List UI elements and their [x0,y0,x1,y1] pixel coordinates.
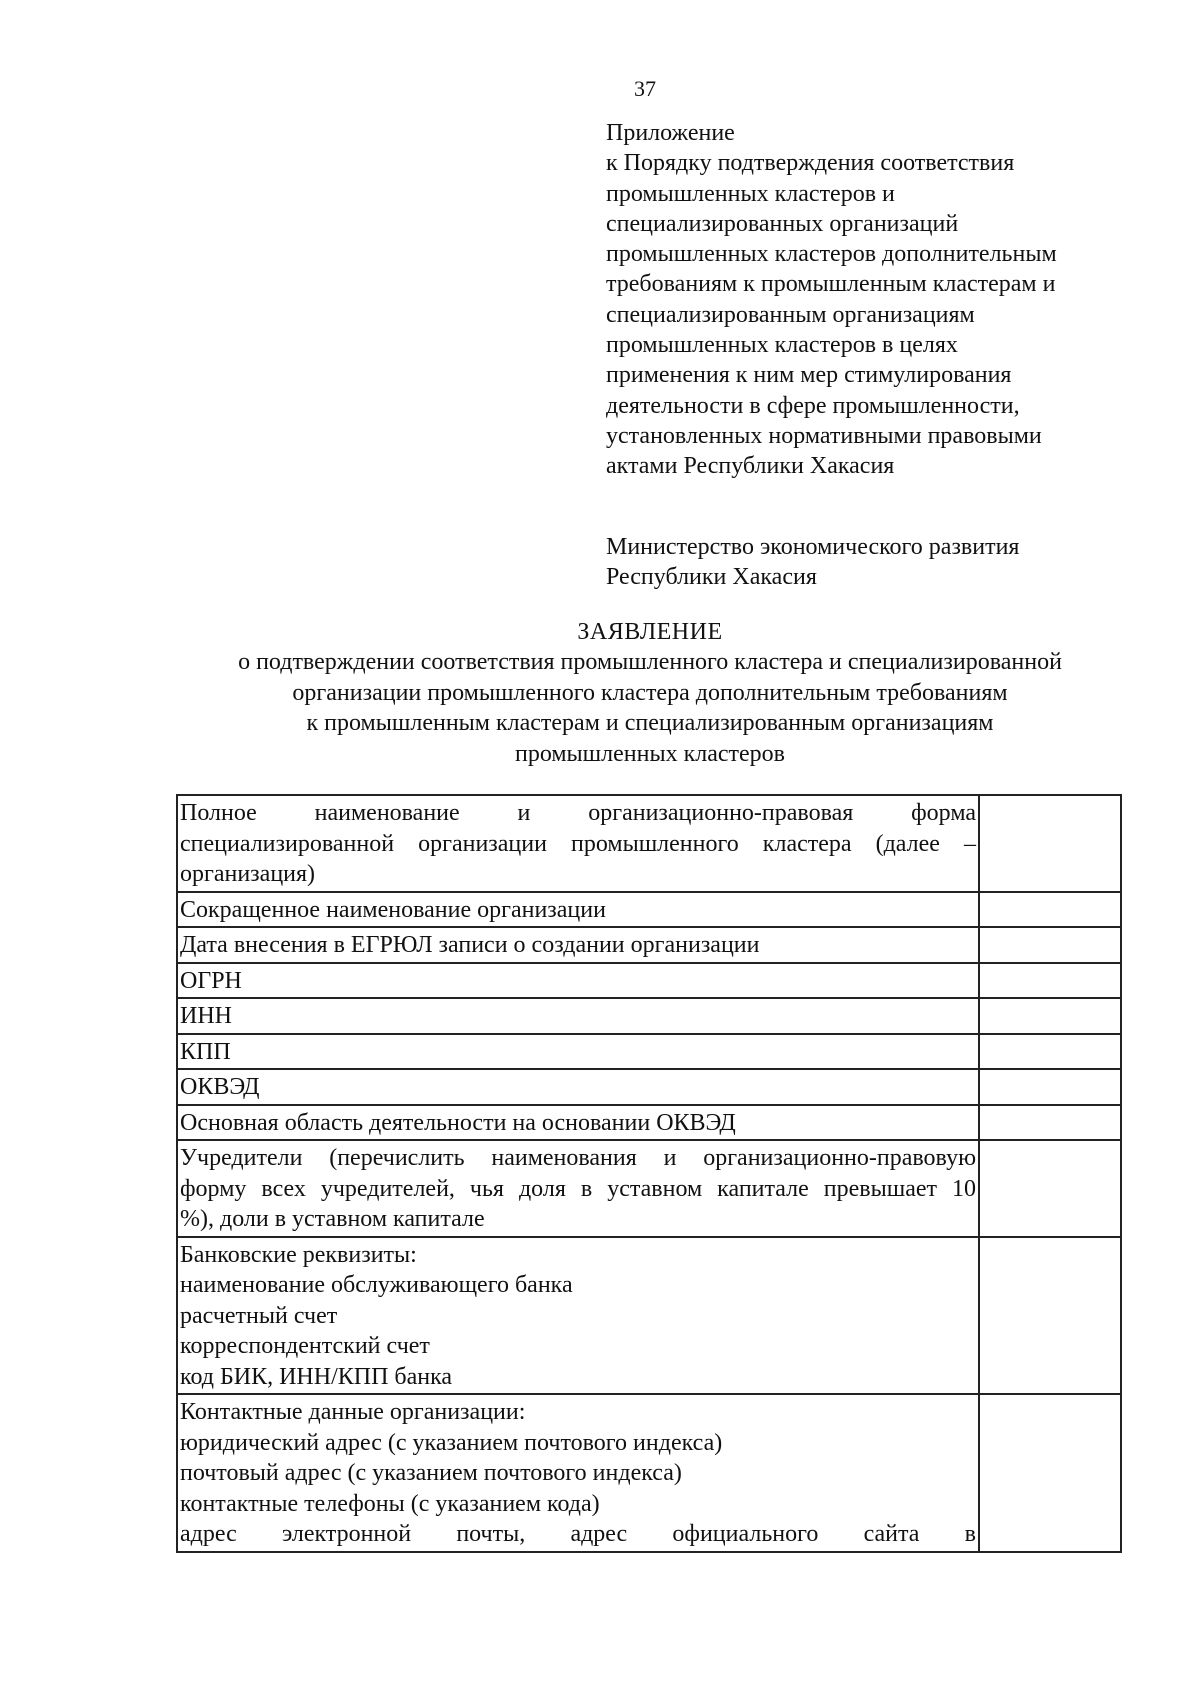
label-line: ОГРН [180,967,242,994]
appendix-header [606,118,1166,482]
appendix-line: актами Республики Хакасия [606,453,895,480]
table-row [177,1034,1121,1070]
appendix-line: применения к ним мер стимулирования [606,362,1012,389]
table-row [177,795,1121,892]
row-value-cell[interactable] [979,795,1121,892]
page-number: 37 [634,76,656,101]
label-line: Основная область деятельности на основании ОКВЭД [180,1109,736,1136]
appendix-line: установленных нормативными правовыми [606,422,1042,449]
table-row [177,1237,1121,1395]
row-label [177,1394,979,1552]
label-line: юридический адрес (с указанием почтового индекса) [180,1429,723,1456]
row-label [177,1140,979,1237]
row-value-cell[interactable] [979,998,1121,1034]
row-value-cell[interactable] [979,1034,1121,1070]
row-label [177,963,979,999]
label-line: Сокращенное наименование организации [180,896,606,923]
subtitle-line: к промышленным кластерам и специализированным организациям [306,710,994,736]
row-label [177,1237,979,1395]
label-line: расчетный счет [180,1302,338,1329]
row-label [177,927,979,963]
appendix-line: промышленных кластеров и [606,180,895,207]
row-value-cell[interactable] [979,927,1121,963]
application-form-table [176,794,1122,1553]
label-line: контактные телефоны (с указанием кода) [180,1490,600,1517]
row-value-cell[interactable] [979,892,1121,928]
label-line: %), доли в уставном капитале [180,1206,485,1232]
appendix-line: специализированных организаций [606,210,959,237]
row-label [177,1034,979,1070]
label-line: КПП [180,1038,231,1065]
label-line: форму всех учредителей, чья доля в уставном капитале превышает 10 [180,1175,976,1202]
label-line: ОКВЭД [180,1074,260,1100]
label-line: корреспондентский счет [180,1333,430,1359]
subtitle-line: организации промышленного кластера дополнительным требованиям [292,679,1008,706]
row-label [177,892,979,928]
appendix-line: промышленных кластеров в целях [606,332,958,359]
table-row [177,1394,1121,1552]
document-subtitle [175,647,1125,769]
label-line: Полное наименование и организационно-правовая форма [180,800,976,826]
appendix-line: специализированным организациям [606,301,975,328]
addressee [606,532,1166,593]
appendix-line: требованиям к промышленным кластерам и [606,271,1056,298]
subtitle-line: промышленных кластеров [514,740,786,767]
appendix-line: Приложение [606,120,735,146]
row-label [177,1105,979,1141]
row-value-cell[interactable] [979,963,1121,999]
table-row [177,1069,1121,1105]
label-line: организация) [180,861,316,887]
label-line: почтовый адрес (с указанием почтового индекса) [180,1460,682,1486]
table-row [177,927,1121,963]
label-line: Банковские реквизиты: [180,1241,417,1268]
row-value-cell[interactable] [979,1237,1121,1395]
label-line: Дата внесения в ЕГРЮЛ записи о создании организации [180,932,760,958]
row-value-cell[interactable] [979,1105,1121,1141]
label-line: специализированной организации промышленного кластера (далее – [180,830,976,857]
label-line: Учредители (перечислить наименования и организационно-правовую [180,1145,976,1171]
label-line: Контактные данные организации: [180,1399,526,1425]
row-label [177,998,979,1034]
row-label [177,795,979,892]
appendix-line: промышленных кластеров дополнительным [606,241,1057,268]
table-row [177,892,1121,928]
table-row [177,963,1121,999]
table-row [177,1105,1121,1141]
subtitle-line: о подтверждении соответствия промышленного кластера и специализированной [238,649,1062,675]
table-row [177,998,1121,1034]
row-label [177,1069,979,1105]
appendix-line: деятельности в сфере промышленности, [606,392,1020,419]
addressee-line: Республики Хакасия [606,564,817,591]
row-value-cell[interactable] [979,1069,1121,1105]
table-row [177,1140,1121,1237]
document-title: ЗАЯВЛЕНИЕ [577,619,723,645]
addressee-line: Министерство экономического развития [606,534,1020,560]
label-line: наименование обслуживающего банка [180,1272,573,1298]
label-line: адрес электронной почты, адрес официального сайта в [180,1521,976,1547]
row-value-cell[interactable] [979,1140,1121,1237]
label-line: код БИК, ИНН/КПП банка [180,1363,453,1390]
appendix-line: к Порядку подтверждения соответствия [606,150,1015,177]
row-value-cell[interactable] [979,1394,1121,1552]
label-line: ИНН [180,1003,232,1029]
